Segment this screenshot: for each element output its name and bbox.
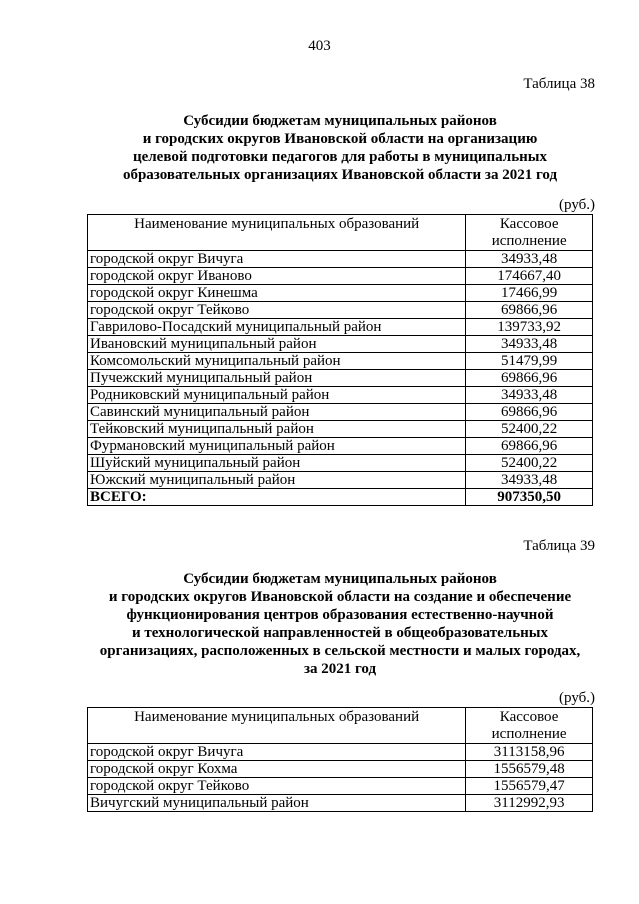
row-value: 69866,96 — [466, 302, 593, 319]
table-38 — [87, 214, 593, 506]
row-value: 51479,99 — [466, 353, 593, 370]
header-line: Кассовое — [499, 216, 559, 232]
table-row — [88, 251, 593, 268]
heading-line: и городских округов Ивановской области на создание и обеспечение — [108, 589, 572, 605]
row-value: 34933,48 — [466, 472, 593, 489]
row-name: городской округ Кинешма — [88, 285, 466, 302]
table-row — [88, 370, 593, 387]
total-label: ВСЕГО: — [88, 489, 466, 506]
row-name: городской округ Вичуга — [88, 744, 466, 761]
table-39 — [87, 707, 593, 812]
row-name: Комсомольский муниципальный район — [88, 353, 466, 370]
row-value: 52400,22 — [466, 455, 593, 472]
page-number: 403 — [308, 38, 331, 54]
heading-line: Субсидии бюджетам муниципальных районов — [183, 113, 497, 129]
row-value: 34933,48 — [466, 336, 593, 353]
table-row — [88, 387, 593, 404]
heading-line: и городских округов Ивановской области на организацию — [142, 131, 538, 147]
row-name: Пучежский муниципальный район — [88, 370, 466, 387]
row-name: Вичугский муниципальный район — [88, 795, 466, 812]
row-name: городской округ Вичуга — [88, 251, 466, 268]
total-row — [88, 489, 593, 506]
row-value: 34933,48 — [466, 251, 593, 268]
heading-line: Субсидии бюджетам муниципальных районов — [183, 571, 497, 587]
row-name: городской округ Иваново — [88, 268, 466, 285]
table-row — [88, 404, 593, 421]
row-value: 69866,96 — [466, 370, 593, 387]
row-name: Тейковский муниципальный район — [88, 421, 466, 438]
row-name: городской округ Тейково — [88, 778, 466, 795]
row-name: Шуйский муниципальный район — [88, 455, 466, 472]
heading-line: целевой подготовки педагогов для работы в муниципальных — [132, 149, 548, 165]
row-name: Гаврилово-Посадский муниципальный район — [88, 319, 466, 336]
row-value: 3112992,93 — [466, 795, 593, 812]
table-row — [88, 795, 593, 812]
table-row — [88, 778, 593, 795]
table-row — [88, 472, 593, 489]
table-38-unit: (руб.) — [559, 197, 595, 213]
table-row — [88, 336, 593, 353]
row-value: 1556579,47 — [466, 778, 593, 795]
table-38-heading — [80, 112, 600, 184]
row-value: 1556579,48 — [466, 761, 593, 778]
table-row — [88, 302, 593, 319]
row-name: Савинский муниципальный район — [88, 404, 466, 421]
table-38-label: Таблица 38 — [523, 76, 595, 92]
heading-line: организациях, расположенных в сельской местности и малых городах, — [99, 643, 581, 659]
table-row — [88, 455, 593, 472]
row-value: 174667,40 — [466, 268, 593, 285]
header-line: исполнение — [491, 233, 567, 249]
header-line: Кассовое — [499, 709, 559, 725]
row-name: Родниковский муниципальный район — [88, 387, 466, 404]
column-header-name: Наименование муниципальных образований — [88, 215, 466, 251]
column-header-value — [466, 708, 593, 744]
table-39-label: Таблица 39 — [523, 538, 595, 554]
table-39-heading — [80, 570, 600, 678]
row-value: 52400,22 — [466, 421, 593, 438]
column-header-value — [466, 215, 593, 251]
row-value: 139733,92 — [466, 319, 593, 336]
column-header-name: Наименование муниципальных образований — [88, 708, 466, 744]
table-row — [88, 268, 593, 285]
table-row — [88, 319, 593, 336]
row-name: Ивановский муниципальный район — [88, 336, 466, 353]
total-value: 907350,50 — [466, 489, 593, 506]
row-value: 17466,99 — [466, 285, 593, 302]
row-value: 3113158,96 — [466, 744, 593, 761]
row-value: 34933,48 — [466, 387, 593, 404]
table-header-row — [88, 215, 593, 251]
table-row — [88, 438, 593, 455]
heading-line: образовательных организациях Ивановской области за 2021 год — [122, 167, 558, 183]
heading-line: за 2021 год — [303, 661, 377, 677]
row-name: Фурмановский муниципальный район — [88, 438, 466, 455]
table-row — [88, 285, 593, 302]
table-row — [88, 421, 593, 438]
row-name: городской округ Кохма — [88, 761, 466, 778]
heading-line: функционирования центров образования естественно-научной — [126, 607, 554, 623]
table-38-body — [88, 251, 593, 506]
table-39-body — [88, 744, 593, 812]
row-value: 69866,96 — [466, 404, 593, 421]
table-39-unit: (руб.) — [559, 690, 595, 706]
row-name: городской округ Тейково — [88, 302, 466, 319]
row-name: Южский муниципальный район — [88, 472, 466, 489]
table-row — [88, 353, 593, 370]
table-row — [88, 761, 593, 778]
header-line: исполнение — [491, 726, 567, 742]
heading-line: и технологической направленностей в общеобразовательных — [131, 625, 548, 641]
table-header-row — [88, 708, 593, 744]
table-row — [88, 744, 593, 761]
row-value: 69866,96 — [466, 438, 593, 455]
